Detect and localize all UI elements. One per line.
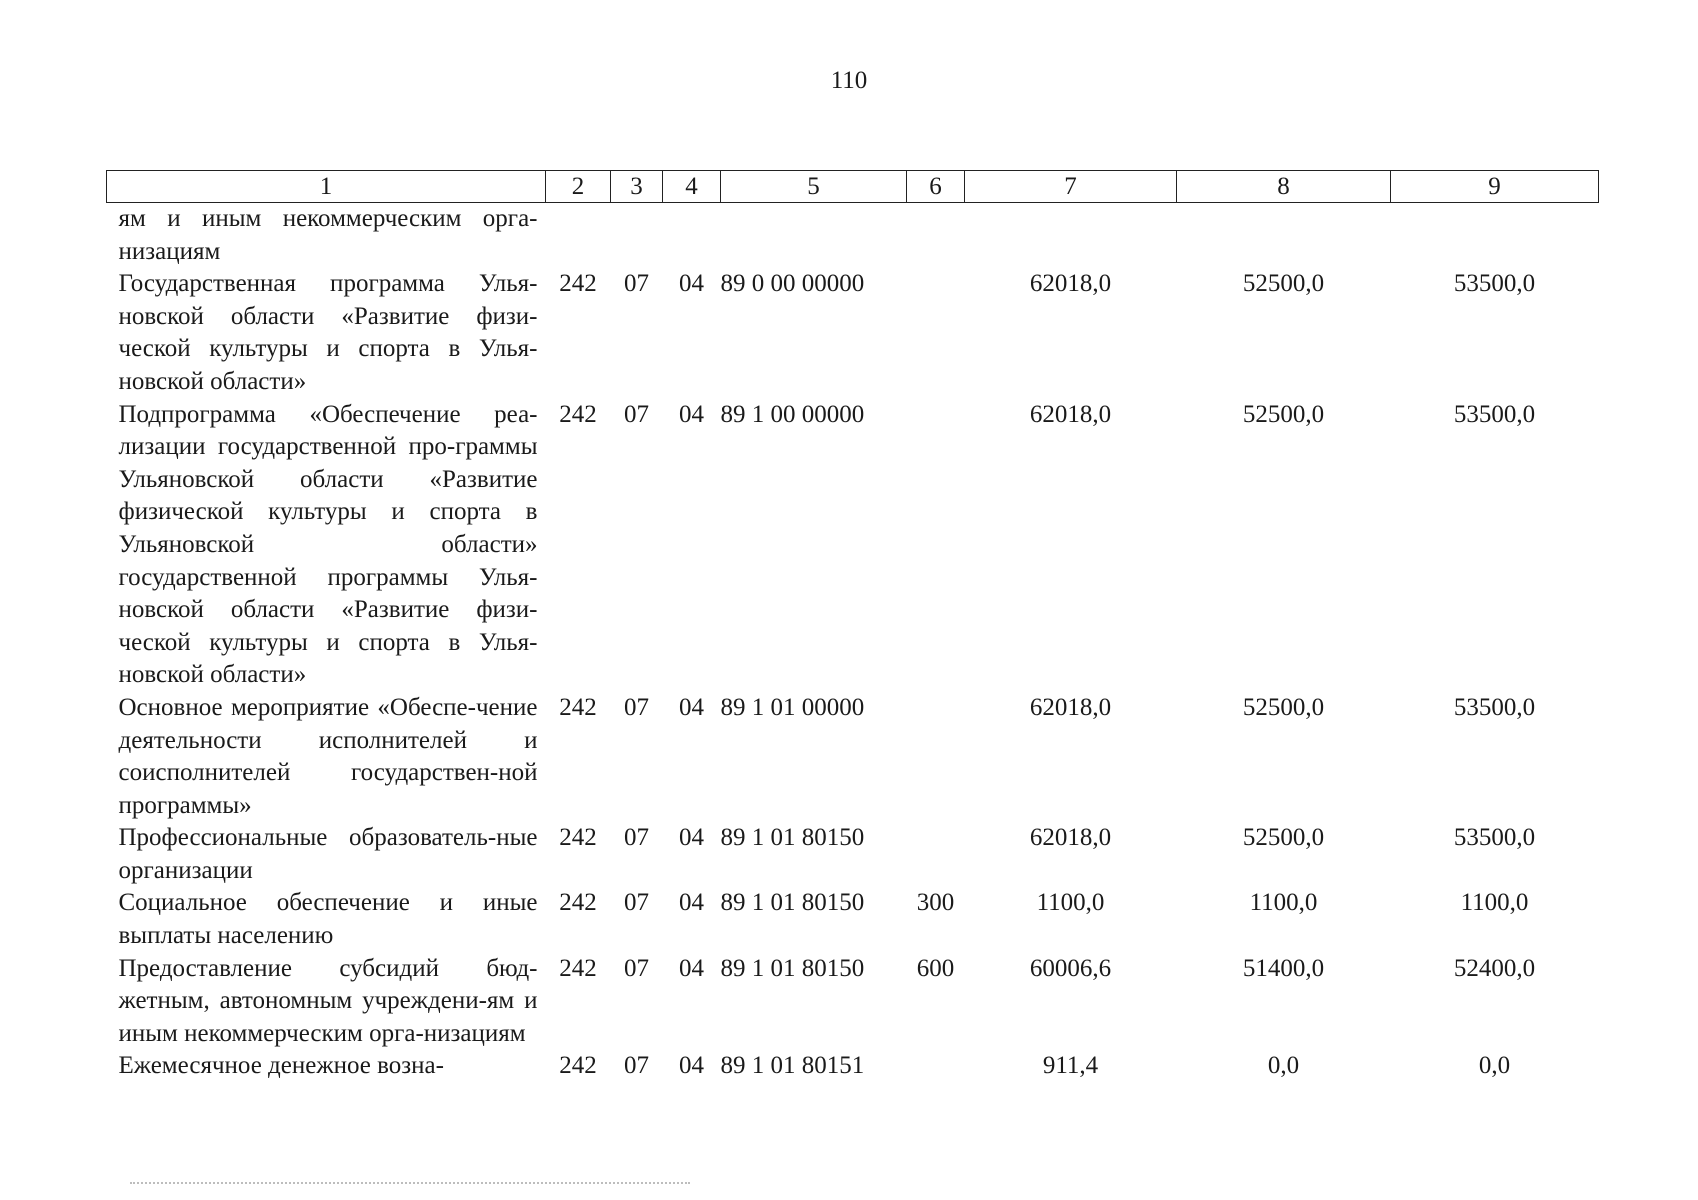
budget-table — [106, 170, 1599, 1083]
cell-col-3: 07 — [624, 954, 649, 982]
cell-col-3: 07 — [624, 400, 649, 428]
cell-col-7: 62018,0 — [1029, 693, 1112, 721]
cell-col-3 — [611, 203, 663, 269]
cell-col-5: 89 0 00 00000 — [720, 270, 865, 298]
cell-col-2: 242 — [559, 400, 597, 428]
cell-col-5: 89 1 01 00000 — [720, 693, 865, 721]
row-name: Подпрограмма «Обеспечение реа-лизации государственной про-граммы Ульяновской области «Развитие физической культуры и спорта в Ульяновской области» государственной программы Улья-новской области «Развитие физи-ческой культуры и спорта в Улья-новской области» — [118, 400, 538, 689]
column-header-4: 4 — [663, 171, 721, 203]
cell-col-9: 52400,0 — [1453, 954, 1536, 982]
cell-col-6 — [907, 268, 965, 398]
column-header-3: 3 — [611, 171, 663, 203]
row-name: Профессиональные образователь-ные организации — [118, 824, 538, 884]
cell-col-9: 53500,0 — [1453, 400, 1536, 428]
cell-col-8: 52500,0 — [1242, 824, 1325, 852]
cell-col-4 — [663, 203, 721, 269]
cell-col-9: 53500,0 — [1453, 824, 1536, 852]
cell-col-2: 242 — [559, 824, 597, 852]
cell-col-2: 242 — [559, 1052, 597, 1080]
cell-col-6 — [907, 692, 965, 822]
cell-col-2: 242 — [559, 693, 597, 721]
row-name: Ежемесячное денежное возна- — [118, 1052, 444, 1080]
cell-col-5: 89 1 01 80150 — [720, 954, 865, 982]
table-row — [107, 953, 1599, 1051]
cell-col-5: 89 1 01 80150 — [720, 824, 865, 852]
table-row — [107, 822, 1599, 887]
cell-col-7: 911,4 — [1042, 1052, 1099, 1080]
row-name: Государственная программа Улья-новской области «Развитие физи-ческой культуры и спорта в Улья-новской области» — [118, 270, 538, 395]
row-name: Социальное обеспечение и иные выплаты населению — [118, 889, 538, 950]
column-header-7: 7 — [965, 171, 1177, 203]
cell-col-4: 04 — [679, 824, 704, 852]
cell-col-9: 0,0 — [1478, 1052, 1511, 1080]
table-row — [107, 268, 1599, 398]
cell-col-2: 242 — [559, 270, 597, 298]
table-row — [107, 1050, 1599, 1083]
cell-col-3: 07 — [624, 889, 649, 917]
table-row — [107, 399, 1599, 692]
cell-col-4: 04 — [679, 270, 704, 298]
cell-col-4: 04 — [679, 954, 704, 982]
column-header-8: 8 — [1177, 171, 1391, 203]
cell-col-2 — [546, 203, 611, 269]
table-row — [107, 887, 1599, 952]
row-name: Основное мероприятие «Обеспе-чение деятельности исполнителей и соисполнителей государствен-ной программы» — [118, 693, 538, 819]
cell-col-5 — [721, 203, 907, 269]
cell-col-4: 04 — [679, 693, 704, 721]
cell-col-3: 07 — [624, 824, 649, 852]
cell-col-3: 07 — [624, 693, 649, 721]
column-header-9: 9 — [1391, 171, 1599, 203]
cell-col-4: 04 — [679, 889, 704, 917]
cell-col-9: 1100,0 — [1460, 889, 1529, 917]
cell-col-8: 52500,0 — [1242, 400, 1325, 428]
column-header-2: 2 — [546, 171, 611, 203]
cell-col-2: 242 — [559, 889, 597, 917]
table-row — [107, 692, 1599, 822]
cell-col-2: 242 — [559, 954, 597, 982]
cell-col-7: 62018,0 — [1029, 400, 1112, 428]
table-row — [107, 203, 1599, 269]
cell-col-3: 07 — [624, 1052, 649, 1080]
cell-col-5: 89 1 01 80151 — [720, 1052, 865, 1080]
cell-col-8: 52500,0 — [1242, 693, 1325, 721]
cell-col-8 — [1177, 203, 1391, 269]
cell-col-6 — [907, 399, 965, 692]
cell-col-4: 04 — [679, 400, 704, 428]
cell-col-6 — [907, 822, 965, 887]
column-header-1: 1 — [107, 171, 546, 203]
cell-col-9 — [1391, 203, 1599, 269]
cell-col-6: 600 — [916, 954, 955, 982]
cell-col-8: 52500,0 — [1242, 270, 1325, 298]
column-header-6: 6 — [907, 171, 965, 203]
cell-col-9: 53500,0 — [1453, 270, 1536, 298]
cell-col-6: 300 — [916, 889, 955, 917]
cell-col-8: 1100,0 — [1249, 889, 1318, 917]
cell-col-5: 89 1 01 80150 — [720, 889, 865, 917]
row-name: ям и иным некоммерческим орга-низациям — [118, 205, 538, 265]
page-number: 110 — [830, 67, 868, 94]
cell-col-3: 07 — [624, 270, 649, 298]
cell-col-5: 89 1 00 00000 — [720, 400, 865, 428]
row-name: Предоставление субсидий бюд-жетным, автономным учреждени-ям и иным некоммерческим орга-низациям — [118, 954, 538, 1047]
cell-col-4: 04 — [679, 1052, 704, 1080]
cell-col-8: 0,0 — [1267, 1052, 1300, 1080]
cell-col-6 — [907, 1050, 965, 1083]
cell-col-7 — [965, 203, 1177, 269]
cell-col-8: 51400,0 — [1242, 954, 1325, 982]
cell-col-6 — [907, 203, 965, 269]
cell-col-7: 60006,6 — [1029, 954, 1112, 982]
cell-col-9: 53500,0 — [1453, 693, 1536, 721]
cell-col-7: 62018,0 — [1029, 270, 1112, 298]
column-header-5: 5 — [721, 171, 907, 203]
cell-col-7: 62018,0 — [1029, 824, 1112, 852]
cell-col-7: 1100,0 — [1036, 889, 1105, 917]
table-header-row — [107, 171, 1599, 203]
scan-artifact-dots — [130, 1182, 690, 1184]
